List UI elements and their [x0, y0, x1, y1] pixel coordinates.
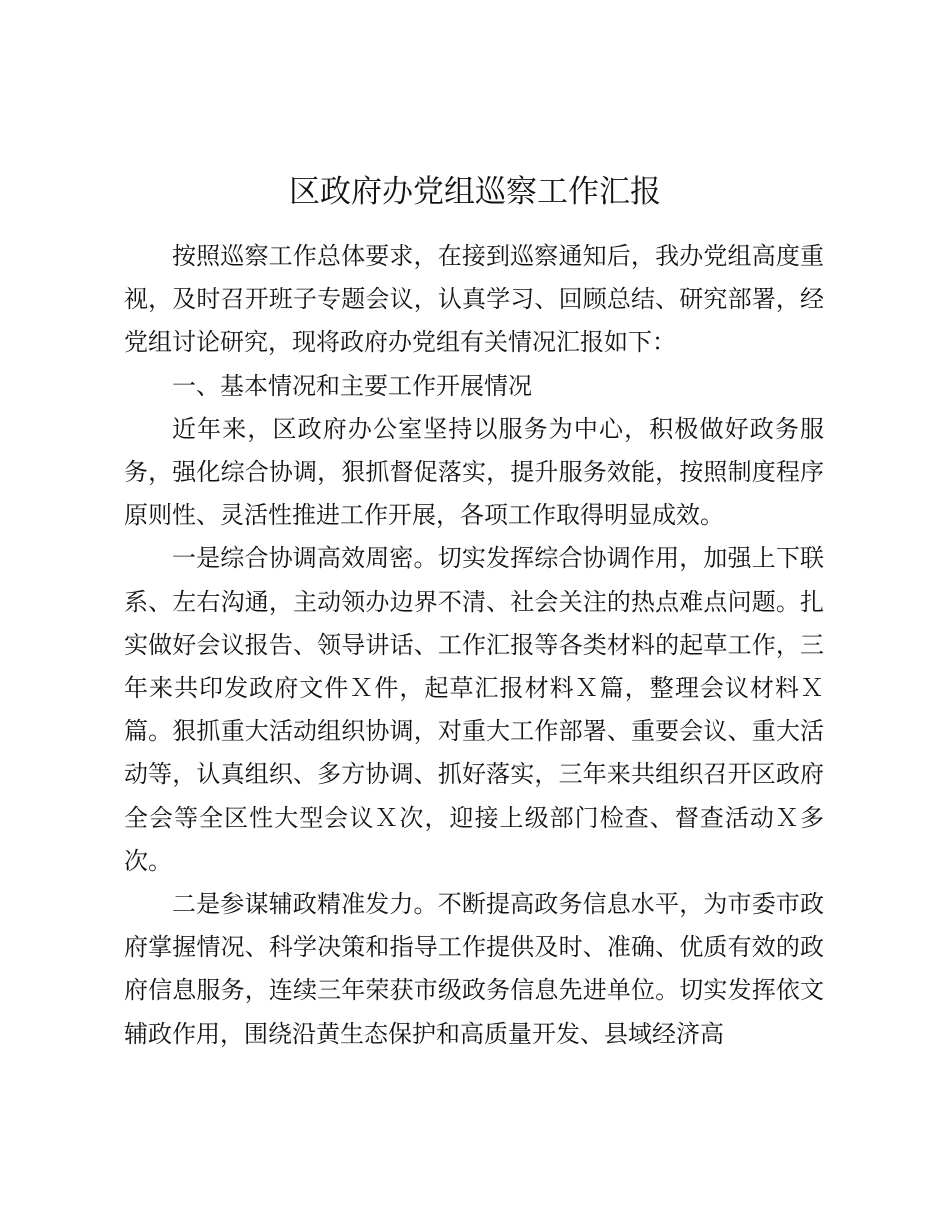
body-paragraph: 二是参谋辅政精准发力。不断提高政务信息水平，为市委市政府掌握情况、科学决策和指导工作提供及时、准确、优质有效的政府信息服务，连续三年荣获市级政务信息先进单位。切实发挥依文辅政作用，围绕沿黄生态保护和高质量开发、县域经济高	[124, 890, 824, 1048]
document-body	[124, 235, 824, 1056]
body-paragraph: 一是综合协调高效周密。切实发挥综合协调作用，加强上下联系、左右沟通，主动领办边界不清、社会关注的热点难点问题。扎实做好会议报告、领导讲话、工作汇报等各类材料的起草工作，三年来共印发政府文件Ｘ件，起草汇报材料Ｘ篇，整理会议材料Ｘ篇。狠抓重大活动组织协调，对重大工作部署、重要会议、重大活动等，认真组织、多方协调、抓好落实，三年来共组织召开区政府全会等全区性大型会议Ｘ次，迎接上级部门检查、督查活动Ｘ多次。	[124, 544, 824, 875]
intro-paragraph: 按照巡察工作总体要求，在接到巡察通知后，我办党组高度重视，及时召开班子专题会议，认真学习、回顾总结、研究部署，经党组讨论研究，现将政府办党组有关情况汇报如下：	[124, 242, 824, 357]
section-heading: 一、基本情况和主要工作开展情况	[172, 371, 532, 400]
body-paragraph: 近年来，区政府办公室坚持以服务为中心，积极做好政务服务，强化综合协调，狠抓督促落实，提升服务效能，按照制度程序原则性、灵活性推进工作开展，各项工作取得明显成效。	[124, 414, 824, 530]
document-title: 区政府办党组巡察工作汇报	[289, 174, 661, 210]
